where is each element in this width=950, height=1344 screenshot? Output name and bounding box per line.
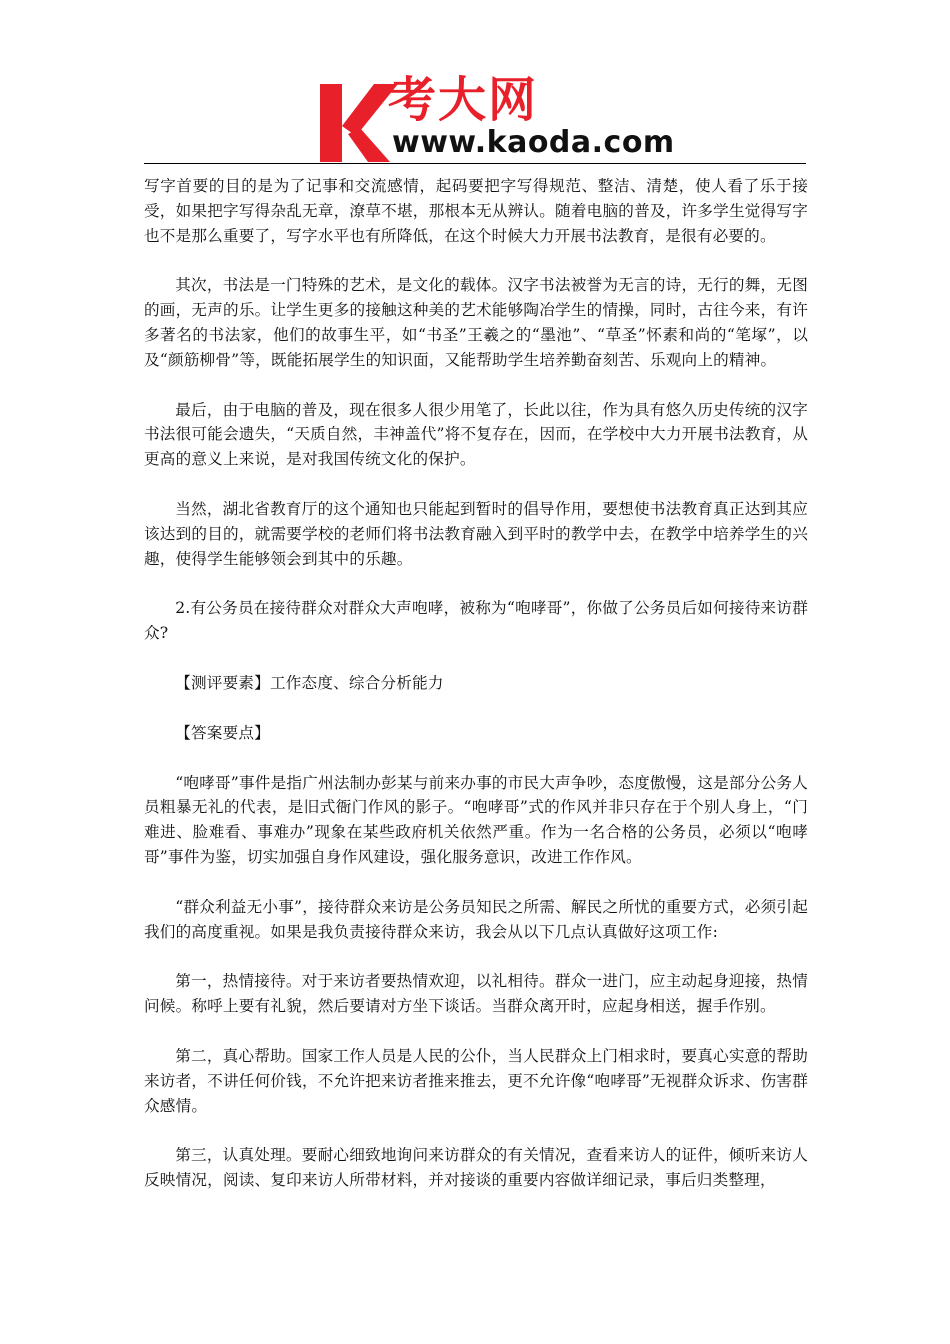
logo-url-text: www.kaoda.com bbox=[392, 125, 675, 160]
paragraph-9: “群众利益无小事”，接待群众来访是公务员知民之所需、解民之所忧的重要方式，必须引起我们的高度重视。如果是我负责接待群众来访，我会从以下几点认真做好这项工作: bbox=[144, 897, 808, 941]
paragraph-12: 第三，认真处理。要耐心细致地询问来访群众的有关情况，查看来访人的证件，倾听来访人反映情况，阅读、复印来访人所带材料，并对接谈的重要内容做详细记录，事后归类整理， bbox=[144, 1146, 808, 1190]
header-divider bbox=[144, 163, 806, 164]
logo-k-icon bbox=[312, 78, 398, 164]
paragraph-4: 当然，湖北省教育厅的这个通知也只能起到暂时的倡导作用，要想使书法教育真正达到其应该达到的目的，就需要学校的老师们将书法教育融入到平时的教学中去，在教学中培养学生的兴趣，使得学生能够领会到其中的乐趣。 bbox=[144, 499, 808, 568]
paragraph-1: 写字首要的目的是为了记事和交流感情，起码要把字写得规范、整洁、清楚，使人看了乐于接受，如果把字写得杂乱无章，潦草不堪，那根本无从辨认。随着电脑的普及，许多学生觉得写字也不是那么重要了，写字水平也有所降低，在这个时候大力开展书法教育，是很有必要的。 bbox=[144, 177, 808, 245]
evaluation-criteria: 【测评要素】工作态度、综合分析能力 bbox=[175, 673, 444, 692]
question-2: 2.有公务员在接待群众对群众大声咆哮，被称为“咆哮哥”，你做了公务员后如何接待来访群众? bbox=[144, 599, 808, 643]
paragraph-3: 最后，由于电脑的普及，现在很多人很少用笔了，长此以往，作为具有悠久历史传统的汉字书法很可能会遗失，“天质自然，丰神盖代”将不复存在，因而，在学校中大力开展书法教育，从更高的意义上来说，是对我国传统文化的保护。 bbox=[144, 400, 808, 469]
page-header bbox=[0, 0, 950, 170]
paragraph-8: “咆哮哥”事件是指广州法制办彭某与前来办事的市民大声争吵，态度傲慢，这是部分公务人员粗暴无礼的代表，是旧式衙门作风的影子。“咆哮哥”式的作风并非只存在于个别人身上，“门难进、脸难看、事难办”现象在某些政府机关依然严重。作为一名合格的公务员，必须以“咆哮哥”事件为鉴，切实加强自身作风建设，强化服务意识，改进工作作风。 bbox=[144, 773, 808, 866]
logo-chinese-text: 考大网 bbox=[388, 72, 539, 128]
answer-points-heading: 【答案要点】 bbox=[175, 723, 270, 742]
paragraph-2: 其次，书法是一门特殊的艺术，是文化的载体。汉字书法被誉为无言的诗，无行的舞，无图的画，无声的乐。让学生更多的接触这种美的艺术能够陶冶学生的情操，同时，古往今来，有许多著名的书法家，他们的故事生平，如“书圣”王羲之的“墨池”、“草圣”怀素和尚的“笔塚”，以及“颜筋柳骨”等，既能拓展学生的知识面，又能帮助学生培养勤奋刻苦、乐观向上的精神。 bbox=[144, 276, 808, 369]
document-body bbox=[144, 174, 808, 1218]
paragraph-10: 第一，热情接待。对于来访者要热情欢迎，以礼相待。群众一进门，应主动起身迎接，热情问候。称呼上要有礼貌，然后要请对方坐下谈话。当群众离开时，应起身相送，握手作别。 bbox=[144, 972, 808, 1016]
paragraph-11: 第二，真心帮助。国家工作人员是人民的公仆，当人民群众上门相求时，要真心实意的帮助来访者，不讲任何价钱，不允许把来访者推来推去，更不允许像“咆哮哥”无视群众诉求、伤害群众感情。 bbox=[144, 1046, 808, 1115]
kaoda-logo[interactable] bbox=[312, 72, 675, 164]
